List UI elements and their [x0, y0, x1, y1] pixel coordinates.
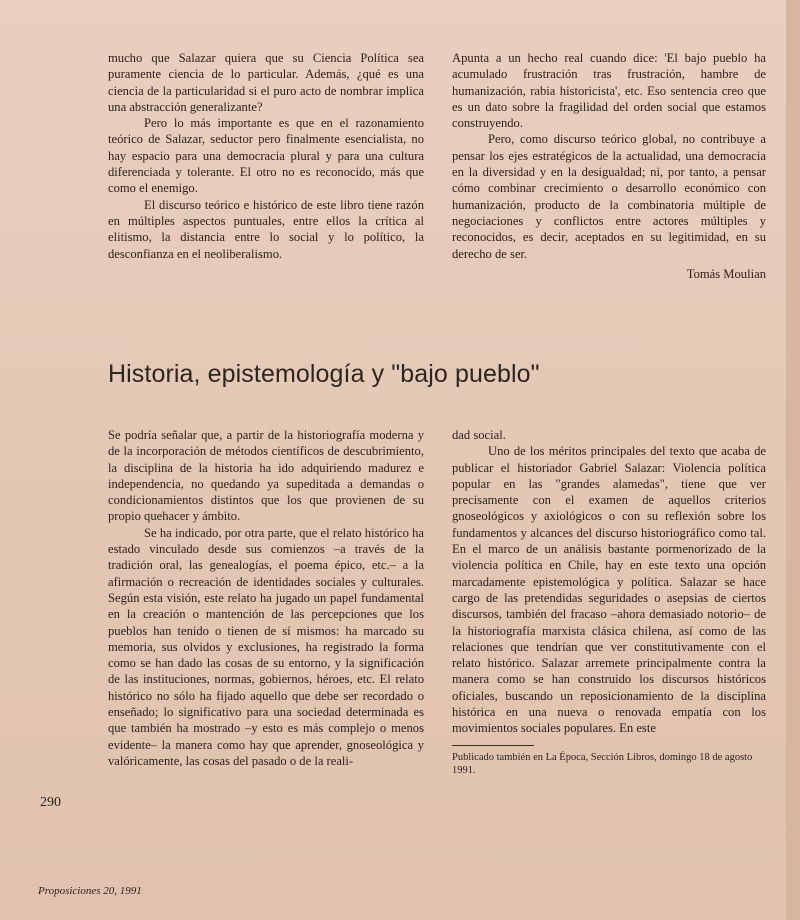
bottom-right-column	[452, 427, 766, 778]
top-left-column	[108, 50, 424, 262]
top-right-column	[452, 50, 766, 282]
paragraph: Se ha indicado, por otra parte, que el relato histórico ha estado vinculado desde sus comienzos –a través de la tradición oral, las genealogías, el poema épico, etc.– a la afirmación o recreación de identidades sociales y culturales. Según esta visión, este relato ha jugado un papel fundamental en la creación o mantención de las percepciones que los pueblos han tenido o tienen de sí mismos: ha marcado su memoria, sus olvidos y exclusiones, ha registrado la forma como se han dado las cosas de su entorno, y la significación de las instituciones, normas, gobiernos, héroes, etc. El relato histórico no sólo ha fijado aquello que debe ser recordado o enseñado; lo significativo para una sociedad determinada es que también ha mostrado –y esto es más complejo o menos evidente– la manera como hay que aprender, gnoseológica y valóricamente, las cosas del pasado o de la reali-	[108, 525, 424, 768]
page-number: 290	[40, 795, 61, 810]
paragraph: Uno de los méritos principales del texto que acaba de publicar el historiador Gabriel Salazar: Violencia política popular en las "grandes alamedas", tiene que ver precisamente con el examen de aquellos criterios gnoseológicos y axiológicos o con su reflexión sobre los fundamentos y alcances del discurso historiográfico como tal. En el marco de un análisis bastante pormenorizado de la violencia política en Chile, hay en este texto una opción marcadamente epistemológica y política. Salazar se hace cargo de las pretendidas seguridades o asepsias de ciertos discursos, también del fracaso –ahora demasiado notorio– de la historiografía marxista clásica chilena, así como de las relaciones que tendrían que ver constitutivamente con el relato histórico. Salazar arremete principalmente contra la manera como se han construido los discursos históricos oficiales, buscando un reposicionamiento de la disciplina histórica en una nueva o renovada empatía con los movimientos sociales populares. En este	[452, 444, 766, 736]
paragraph: Pero lo más importante es que en el razonamiento teórico de Salazar, seductor pero finalmente esencialista, no hay espacio para una democracia plural y para una cultura diferenciada y tolerante. El otro no es reconocido, más que como el enemigo.	[108, 116, 424, 196]
paragraph: mucho que Salazar quiera que su Ciencia Política sea puramente ciencia de lo particular. Además, ¿qué es una ciencia de la particularidad si el puro acto de nombrar implica una abstracción generalizante?	[108, 51, 424, 114]
author-signature: Tomás Moulian	[686, 266, 766, 281]
paragraph: Se podría señalar que, a partir de la historiografía moderna y de la incorporación de métodos científicos de descubrimiento, la disciplina de la historia ha ido adquiriendo madurez e independencia, no quedando ya supeditada a demandas o condicionamientos distintos que los que provienen de su propio quehacer y ámbito.	[108, 428, 424, 524]
paragraph: Apunta a un hecho real cuando dice: 'El bajo pueblo ha acumulado frustración tras frustración, hambre de humanización, rabia historicista', etc. Eso sentencia creo que es un dato sobre la fragilidad del orden social que estamos construyendo.	[452, 51, 766, 131]
page-edge	[786, 0, 800, 920]
bottom-left-column	[108, 427, 424, 769]
paragraph: Pero, como discurso teórico global, no contribuye a pensar los ejes estratégicos de la actualidad, una democracia en la diversidad y en la desigualdad; ni, por tanto, a pensar cómo combinar crecimiento o desarrollo económico con humanización, producto de la combinatoria múltiple de negociaciones y conflictos entre actores múltiples y reconocidos, es decir, aceptados en su legitimidad, en su derecho de ser.	[452, 132, 766, 261]
paragraph: dad social.	[452, 428, 506, 442]
section-heading: Historia, epistemología y "bajo pueblo"	[108, 360, 540, 388]
paragraph: El discurso teórico e histórico de este libro tiene razón en múltiples aspectos puntuales, entre ellos la crítica al elitismo, la distancia entre lo social y lo político, la desconfianza en el neoliberalismo.	[108, 197, 424, 261]
journal-reference: Proposiciones 20, 1991	[38, 885, 142, 897]
footnote: Publicado también en La Época, Sección Libros, domingo 18 de agosto 1991.	[452, 751, 753, 777]
footnote-divider	[452, 745, 534, 746]
